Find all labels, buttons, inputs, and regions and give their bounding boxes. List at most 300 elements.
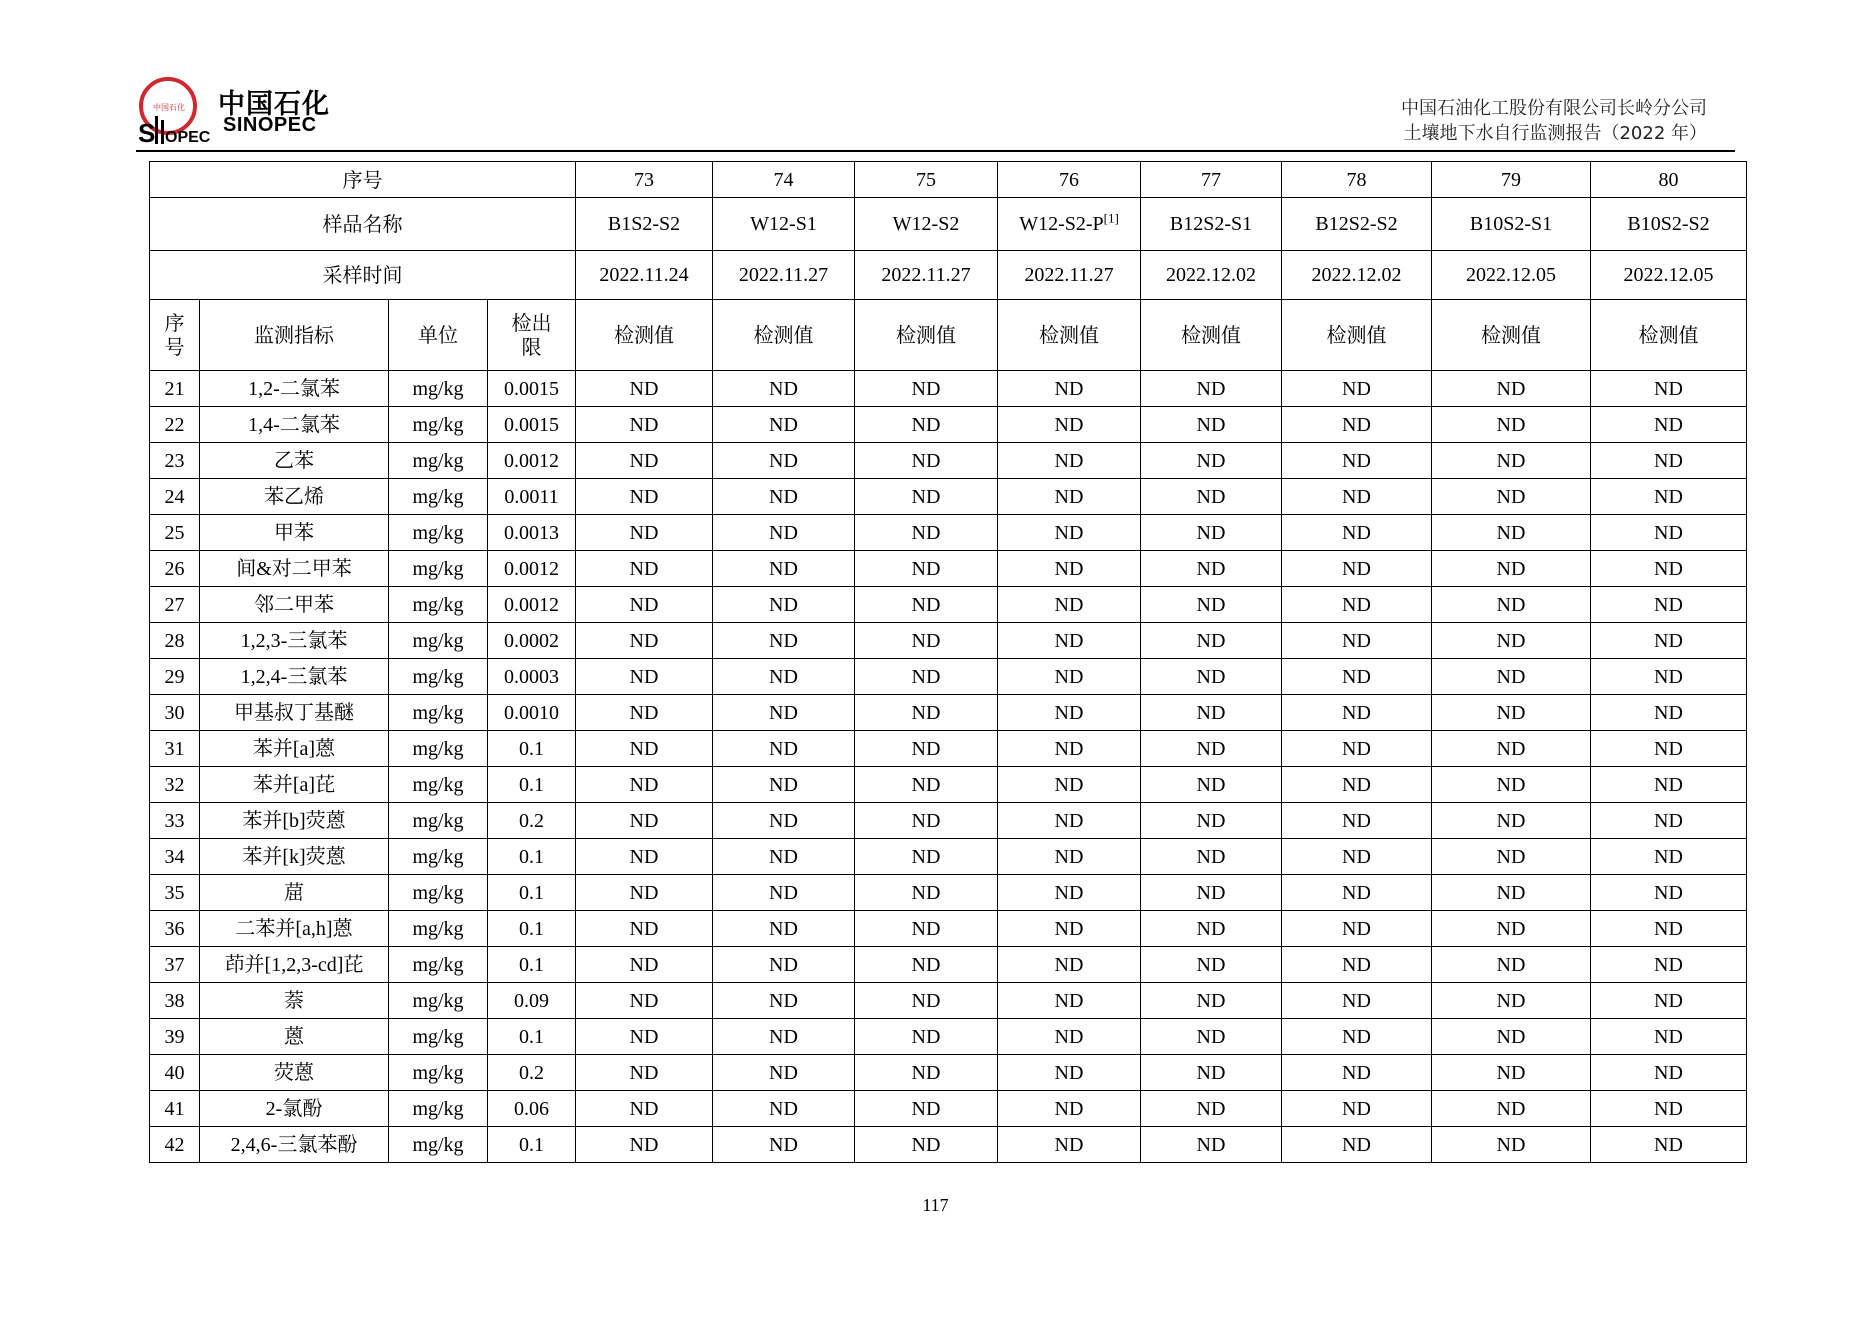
sample-name-row	[150, 198, 1747, 251]
row-indicator: 萘	[200, 983, 389, 1019]
detected-value-header: 检测值	[1432, 300, 1591, 371]
row-value: ND	[998, 767, 1141, 803]
row-indicator: 乙苯	[200, 443, 389, 479]
row-value: ND	[855, 803, 998, 839]
row-indicator: 1,2,3-三氯苯	[200, 623, 389, 659]
row-unit: mg/kg	[389, 515, 488, 551]
row-detection-limit: 0.1	[488, 947, 576, 983]
sampling-date: 2022.12.05	[1591, 251, 1747, 300]
row-value: ND	[713, 839, 855, 875]
row-value: ND	[855, 587, 998, 623]
row-value: ND	[1432, 443, 1591, 479]
row-value: ND	[1141, 659, 1282, 695]
row-indicator: 苯并[k]荧蒽	[200, 839, 389, 875]
row-value: ND	[576, 1055, 713, 1091]
row-value: ND	[998, 443, 1141, 479]
row-seq: 23	[150, 443, 200, 479]
row-seq: 22	[150, 407, 200, 443]
row-value: ND	[855, 371, 998, 407]
row-value: ND	[855, 947, 998, 983]
row-value: ND	[998, 1055, 1141, 1091]
row-value: ND	[998, 731, 1141, 767]
row-detection-limit: 0.0012	[488, 551, 576, 587]
row-value: ND	[713, 1091, 855, 1127]
row-value: ND	[1432, 407, 1591, 443]
row-unit: mg/kg	[389, 1091, 488, 1127]
row-value: ND	[1591, 443, 1747, 479]
sample-number-label: 序号	[150, 162, 576, 198]
row-value: ND	[1141, 695, 1282, 731]
row-seq: 40	[150, 1055, 200, 1091]
column-header-row	[150, 300, 1747, 371]
row-value: ND	[1591, 479, 1747, 515]
table-row	[150, 731, 1747, 767]
sample-name-text: B10S2-S2	[1627, 213, 1710, 235]
row-value: ND	[1591, 623, 1747, 659]
row-indicator: 苯乙烯	[200, 479, 389, 515]
row-value: ND	[1282, 947, 1432, 983]
row-value: ND	[1141, 443, 1282, 479]
row-unit: mg/kg	[389, 587, 488, 623]
row-value: ND	[713, 947, 855, 983]
row-value: ND	[1591, 803, 1747, 839]
row-value: ND	[1141, 371, 1282, 407]
row-value: ND	[713, 803, 855, 839]
indicator-column-header: 监测指标	[200, 300, 389, 371]
row-value: ND	[1282, 407, 1432, 443]
row-unit: mg/kg	[389, 839, 488, 875]
unit-column-header: 单位	[389, 300, 488, 371]
row-unit: mg/kg	[389, 1019, 488, 1055]
row-value: ND	[713, 407, 855, 443]
row-value: ND	[713, 587, 855, 623]
row-indicator: 苯并[b]荧蒽	[200, 803, 389, 839]
sinopec-emblem-icon	[136, 76, 216, 148]
monitoring-results-table	[149, 161, 1747, 1163]
sample-name	[713, 198, 855, 251]
sampling-date: 2022.12.05	[1432, 251, 1591, 300]
row-unit: mg/kg	[389, 1127, 488, 1163]
page-header	[136, 76, 1735, 154]
row-seq: 39	[150, 1019, 200, 1055]
table-row	[150, 803, 1747, 839]
row-seq: 30	[150, 695, 200, 731]
row-value: ND	[1141, 1091, 1282, 1127]
row-detection-limit: 0.1	[488, 911, 576, 947]
row-value: ND	[998, 983, 1141, 1019]
company-name: 中国石油化工股份有限公司长岭分公司	[1401, 98, 1707, 119]
row-value: ND	[855, 983, 998, 1019]
row-seq: 27	[150, 587, 200, 623]
row-value: ND	[1591, 1019, 1747, 1055]
row-value: ND	[713, 983, 855, 1019]
row-value: ND	[713, 875, 855, 911]
row-value: ND	[713, 767, 855, 803]
row-seq: 35	[150, 875, 200, 911]
row-value: ND	[1591, 1127, 1747, 1163]
row-detection-limit: 0.0013	[488, 515, 576, 551]
table-row	[150, 1019, 1747, 1055]
row-value: ND	[1282, 1055, 1432, 1091]
sampling-time-row	[150, 251, 1747, 300]
row-value: ND	[576, 407, 713, 443]
row-unit: mg/kg	[389, 551, 488, 587]
row-value: ND	[713, 623, 855, 659]
row-detection-limit: 0.1	[488, 1127, 576, 1163]
row-value: ND	[713, 551, 855, 587]
row-value: ND	[576, 515, 713, 551]
row-value: ND	[1432, 767, 1591, 803]
row-detection-limit: 0.2	[488, 1055, 576, 1091]
row-value: ND	[1141, 587, 1282, 623]
row-detection-limit: 0.0012	[488, 443, 576, 479]
row-value: ND	[1432, 479, 1591, 515]
row-value: ND	[1282, 659, 1432, 695]
row-value: ND	[998, 695, 1141, 731]
row-value: ND	[713, 443, 855, 479]
row-seq: 37	[150, 947, 200, 983]
row-unit: mg/kg	[389, 479, 488, 515]
row-value: ND	[1282, 839, 1432, 875]
row-value: ND	[576, 443, 713, 479]
row-value: ND	[998, 479, 1141, 515]
detected-value-header: 检测值	[713, 300, 855, 371]
row-unit: mg/kg	[389, 875, 488, 911]
row-unit: mg/kg	[389, 983, 488, 1019]
row-value: ND	[1141, 1055, 1282, 1091]
row-value: ND	[1432, 515, 1591, 551]
row-value: ND	[1282, 875, 1432, 911]
row-seq: 41	[150, 1091, 200, 1127]
row-value: ND	[1282, 803, 1432, 839]
row-value: ND	[998, 551, 1141, 587]
detected-value-header: 检测值	[1282, 300, 1432, 371]
table-row	[150, 1055, 1747, 1091]
row-unit: mg/kg	[389, 443, 488, 479]
row-detection-limit: 0.1	[488, 767, 576, 803]
row-value: ND	[1432, 839, 1591, 875]
row-value: ND	[1141, 479, 1282, 515]
row-value: ND	[1591, 515, 1747, 551]
row-detection-limit: 0.1	[488, 839, 576, 875]
sample-name-text: W12-S2	[892, 213, 960, 235]
row-unit: mg/kg	[389, 1055, 488, 1091]
row-value: ND	[1282, 623, 1432, 659]
table-row	[150, 371, 1747, 407]
sampling-date: 2022.11.27	[713, 251, 855, 300]
row-unit: mg/kg	[389, 659, 488, 695]
row-value: ND	[855, 1055, 998, 1091]
row-value: ND	[1141, 515, 1282, 551]
seq-column-header	[150, 300, 200, 371]
row-seq: 31	[150, 731, 200, 767]
detected-value-header: 检测值	[855, 300, 998, 371]
page-number: 117	[922, 1195, 949, 1215]
row-value: ND	[1432, 983, 1591, 1019]
row-value: ND	[855, 731, 998, 767]
sample-number: 77	[1141, 162, 1282, 198]
row-value: ND	[1432, 911, 1591, 947]
sampling-date: 2022.12.02	[1282, 251, 1432, 300]
seq-header-line1: 序	[164, 311, 185, 335]
row-value: ND	[855, 659, 998, 695]
row-value: ND	[1141, 551, 1282, 587]
header-divider	[136, 150, 1735, 152]
row-value: ND	[1591, 371, 1747, 407]
row-detection-limit: 0.0003	[488, 659, 576, 695]
row-value: ND	[998, 839, 1141, 875]
row-indicator: 蒽	[200, 1019, 389, 1055]
sample-name	[998, 198, 1141, 251]
row-seq: 36	[150, 911, 200, 947]
row-value: ND	[998, 623, 1141, 659]
row-indicator: 䓛	[200, 875, 389, 911]
row-detection-limit: 0.2	[488, 803, 576, 839]
sample-number: 76	[998, 162, 1141, 198]
sampling-date: 2022.11.27	[855, 251, 998, 300]
row-value: ND	[713, 1055, 855, 1091]
row-unit: mg/kg	[389, 767, 488, 803]
row-value: ND	[1591, 947, 1747, 983]
row-value: ND	[576, 371, 713, 407]
row-unit: mg/kg	[389, 731, 488, 767]
row-value: ND	[1432, 551, 1591, 587]
row-value: ND	[1432, 947, 1591, 983]
detected-value-header: 检测值	[1591, 300, 1747, 371]
table-row	[150, 659, 1747, 695]
row-detection-limit: 0.09	[488, 983, 576, 1019]
row-indicator: 甲基叔丁基醚	[200, 695, 389, 731]
row-value: ND	[998, 803, 1141, 839]
row-value: ND	[1591, 731, 1747, 767]
row-value: ND	[1282, 1091, 1432, 1127]
row-value: ND	[1432, 803, 1591, 839]
row-value: ND	[1141, 911, 1282, 947]
row-value: ND	[576, 659, 713, 695]
row-value: ND	[576, 947, 713, 983]
row-value: ND	[576, 875, 713, 911]
row-value: ND	[1432, 623, 1591, 659]
row-value: ND	[1141, 839, 1282, 875]
row-value: ND	[713, 911, 855, 947]
sample-number-row	[150, 162, 1747, 198]
row-value: ND	[998, 1127, 1141, 1163]
sample-number: 74	[713, 162, 855, 198]
row-indicator: 1,4-二氯苯	[200, 407, 389, 443]
row-value: ND	[1591, 875, 1747, 911]
row-value: ND	[1282, 371, 1432, 407]
seq-header-line2: 号	[164, 335, 185, 359]
row-value: ND	[576, 587, 713, 623]
sample-name-text: W12-S1	[750, 213, 817, 235]
row-value: ND	[855, 875, 998, 911]
row-value: ND	[576, 1019, 713, 1055]
row-indicator: 苯并[a]蒽	[200, 731, 389, 767]
row-value: ND	[855, 515, 998, 551]
row-value: ND	[576, 1091, 713, 1127]
row-value: ND	[1432, 1091, 1591, 1127]
row-value: ND	[576, 1127, 713, 1163]
row-detection-limit: 0.0010	[488, 695, 576, 731]
sampling-time-label: 采样时间	[150, 251, 576, 300]
row-indicator: 苯并[a]芘	[200, 767, 389, 803]
row-unit: mg/kg	[389, 623, 488, 659]
sample-name	[855, 198, 998, 251]
row-indicator: 2,4,6-三氯苯酚	[200, 1127, 389, 1163]
row-value: ND	[1282, 551, 1432, 587]
table-row	[150, 587, 1747, 623]
row-value: ND	[1282, 479, 1432, 515]
footnote-marker: [1]	[1103, 210, 1119, 226]
row-value: ND	[1432, 731, 1591, 767]
row-value: ND	[855, 407, 998, 443]
sample-name	[576, 198, 713, 251]
row-unit: mg/kg	[389, 803, 488, 839]
row-value: ND	[1591, 983, 1747, 1019]
detected-value-header: 检测值	[998, 300, 1141, 371]
row-unit: mg/kg	[389, 407, 488, 443]
row-value: ND	[1432, 371, 1591, 407]
sampling-date: 2022.11.24	[576, 251, 713, 300]
row-value: ND	[713, 731, 855, 767]
sample-name	[1282, 198, 1432, 251]
row-value: ND	[998, 371, 1141, 407]
row-value: ND	[1141, 875, 1282, 911]
row-value: ND	[855, 1091, 998, 1127]
row-detection-limit: 0.1	[488, 1019, 576, 1055]
svg-text:OPEC: OPEC	[165, 129, 211, 146]
row-unit: mg/kg	[389, 695, 488, 731]
row-value: ND	[998, 1019, 1141, 1055]
row-value: ND	[855, 551, 998, 587]
report-title: 土壤地下水自行监测报告（2022 年）	[1403, 123, 1707, 144]
row-value: ND	[1591, 911, 1747, 947]
row-value: ND	[855, 767, 998, 803]
table-row	[150, 695, 1747, 731]
row-indicator: 间&对二甲苯	[200, 551, 389, 587]
sinopec-logo	[136, 76, 346, 146]
svg-text:S: S	[138, 118, 156, 148]
row-value: ND	[998, 407, 1141, 443]
row-value: ND	[1282, 515, 1432, 551]
row-value: ND	[1141, 983, 1282, 1019]
row-indicator: 荧蒽	[200, 1055, 389, 1091]
row-value: ND	[1141, 1127, 1282, 1163]
sample-number: 73	[576, 162, 713, 198]
row-seq: 26	[150, 551, 200, 587]
row-detection-limit: 0.0002	[488, 623, 576, 659]
limit-header-line1: 检出	[511, 311, 552, 335]
row-value: ND	[1591, 839, 1747, 875]
table-row	[150, 407, 1747, 443]
row-value: ND	[1432, 1055, 1591, 1091]
row-value: ND	[1141, 947, 1282, 983]
table-row	[150, 911, 1747, 947]
sample-name-text: B1S2-S2	[607, 213, 681, 235]
sample-name-text: B10S2-S1	[1469, 213, 1553, 235]
row-value: ND	[855, 1019, 998, 1055]
row-value: ND	[1141, 731, 1282, 767]
row-indicator: 1,2,4-三氯苯	[200, 659, 389, 695]
limit-header-line2: 限	[521, 335, 542, 359]
sample-number: 80	[1591, 162, 1747, 198]
table-row	[150, 1091, 1747, 1127]
row-value: ND	[998, 587, 1141, 623]
row-indicator: 2-氯酚	[200, 1091, 389, 1127]
row-value: ND	[1282, 731, 1432, 767]
row-detection-limit: 0.1	[488, 875, 576, 911]
row-value: ND	[998, 1091, 1141, 1127]
table-row	[150, 875, 1747, 911]
row-value: ND	[1432, 695, 1591, 731]
row-value: ND	[1282, 767, 1432, 803]
sampling-date: 2022.11.27	[998, 251, 1141, 300]
row-value: ND	[576, 767, 713, 803]
table-row	[150, 767, 1747, 803]
table-row	[150, 623, 1747, 659]
row-seq: 33	[150, 803, 200, 839]
row-value: ND	[855, 695, 998, 731]
table-row	[150, 443, 1747, 479]
table-row	[150, 1127, 1747, 1163]
table-row	[150, 839, 1747, 875]
row-value: ND	[576, 983, 713, 1019]
row-value: ND	[855, 839, 998, 875]
row-value: ND	[576, 839, 713, 875]
sample-name-text: B12S2-S2	[1315, 213, 1398, 235]
row-value: ND	[1591, 767, 1747, 803]
logo-english-name: SINOPEC	[223, 114, 317, 136]
table-row	[150, 983, 1747, 1019]
sampling-date: 2022.12.02	[1141, 251, 1282, 300]
row-unit: mg/kg	[389, 911, 488, 947]
row-value: ND	[855, 443, 998, 479]
row-detection-limit: 0.0011	[488, 479, 576, 515]
row-seq: 28	[150, 623, 200, 659]
sample-number: 78	[1282, 162, 1432, 198]
sample-name-text: W12-S2-P	[1019, 213, 1104, 235]
row-value: ND	[1591, 659, 1747, 695]
row-indicator: 二苯并[a,h]蒽	[200, 911, 389, 947]
sample-name	[1141, 198, 1282, 251]
detected-value-header: 检测值	[576, 300, 713, 371]
row-seq: 34	[150, 839, 200, 875]
row-value: ND	[1432, 659, 1591, 695]
row-value: ND	[998, 911, 1141, 947]
row-value: ND	[855, 1127, 998, 1163]
row-value: ND	[1282, 587, 1432, 623]
row-indicator: 甲苯	[200, 515, 389, 551]
row-value: ND	[1432, 1019, 1591, 1055]
row-value: ND	[713, 695, 855, 731]
row-value: ND	[855, 479, 998, 515]
row-value: ND	[1282, 983, 1432, 1019]
detected-value-header: 检测值	[1141, 300, 1282, 371]
row-value: ND	[1141, 1019, 1282, 1055]
row-value: ND	[1141, 767, 1282, 803]
row-value: ND	[1432, 875, 1591, 911]
sample-name	[1591, 198, 1747, 251]
table-row	[150, 479, 1747, 515]
row-value: ND	[713, 1019, 855, 1055]
row-value: ND	[1282, 911, 1432, 947]
row-value: ND	[1282, 1127, 1432, 1163]
svg-text:中国石化: 中国石化	[153, 103, 185, 112]
row-value: ND	[855, 911, 998, 947]
sample-number: 75	[855, 162, 998, 198]
row-value: ND	[1141, 623, 1282, 659]
table-row	[150, 515, 1747, 551]
